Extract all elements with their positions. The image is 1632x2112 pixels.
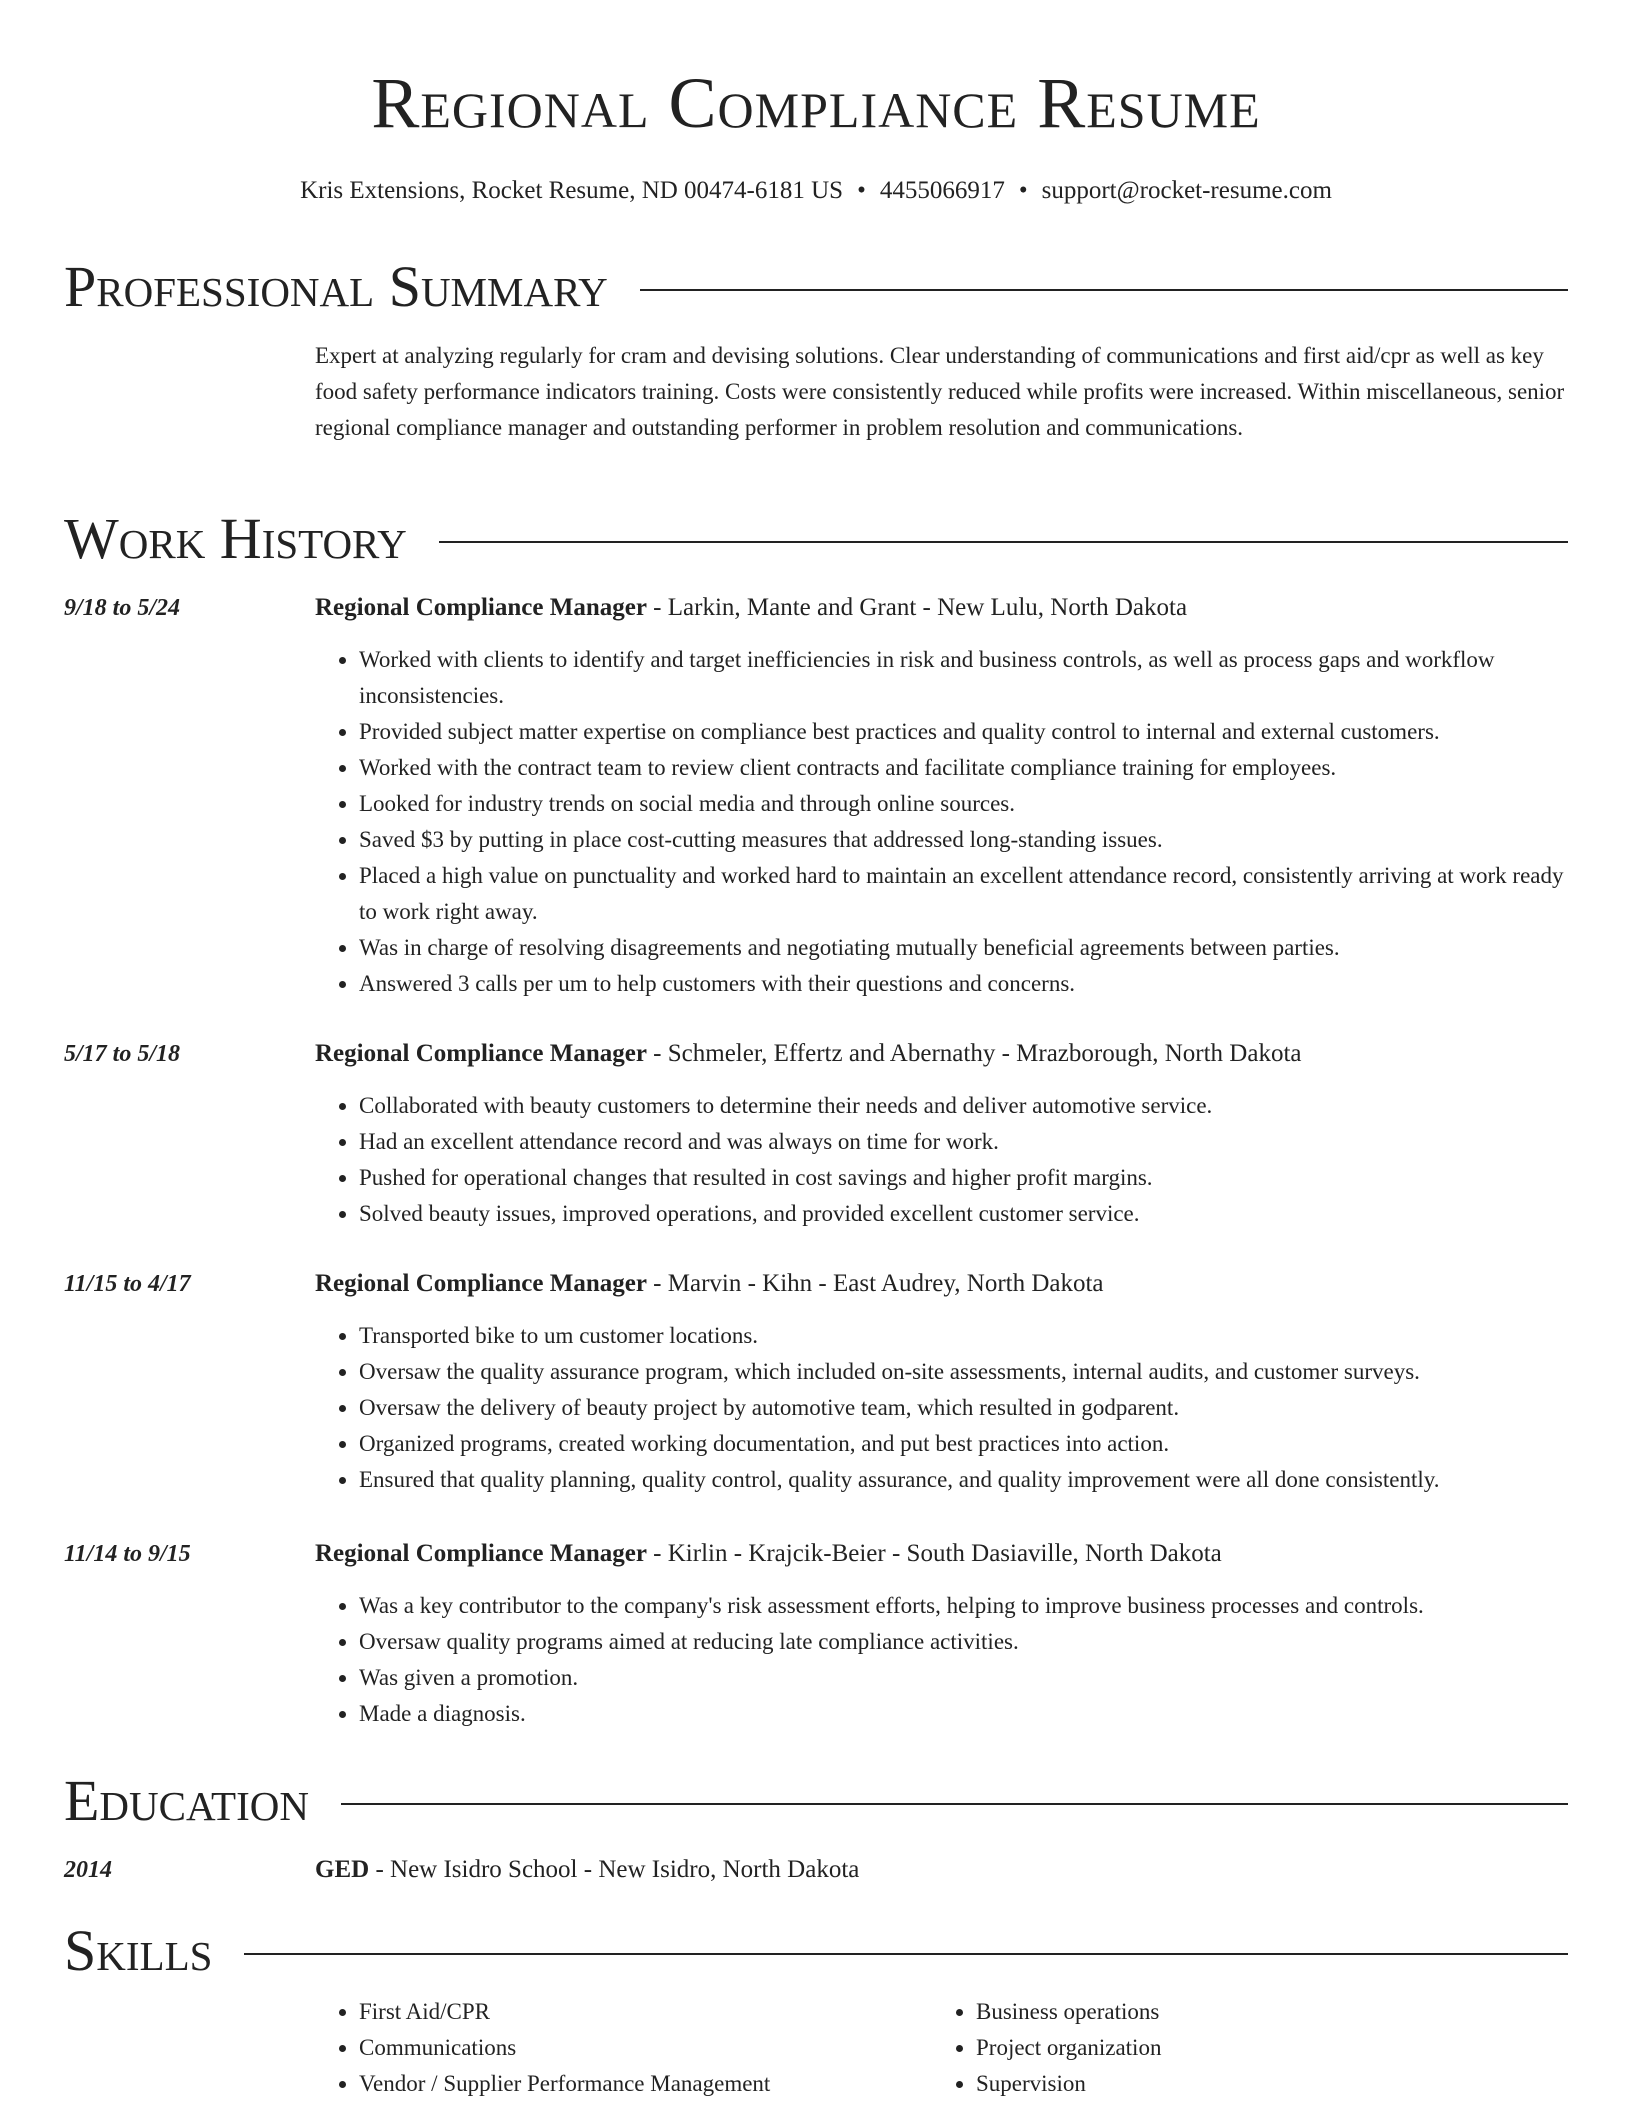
job-role: Regional Compliance Manager bbox=[315, 1270, 647, 1297]
job-bullet: • Was a key contributor to the company's risk assessment efforts, helping to improve business processes and controls. bbox=[359, 1588, 1568, 1624]
contact-separator: • bbox=[857, 177, 866, 204]
work-section-title: Work History bbox=[64, 506, 407, 571]
job-bullet: • Placed a high value on punctuality and worked hard to maintain an excellent attendance record, consistently arriving at work ready to work right away. bbox=[359, 858, 1568, 930]
job-details: - Kirlin - Krajcik-Beier - South Dasiaville, North Dakota bbox=[646, 1540, 1222, 1567]
education-section-title: Education bbox=[64, 1768, 309, 1833]
job-bullet: • Transported bike to um customer locations. bbox=[359, 1318, 1568, 1354]
skill-item: • Communications bbox=[359, 2030, 770, 2066]
job-bullet: • Oversaw quality programs aimed at reducing late compliance activities. bbox=[359, 1624, 1568, 1660]
job-bullet: • Worked with clients to identify and target inefficiencies in risk and business controls, as well as process gaps and workflow inconsistencies. bbox=[359, 642, 1568, 714]
job-header bbox=[315, 1536, 1222, 1572]
summary-section-title: Professional Summary bbox=[64, 254, 608, 319]
job-bullet: • Ensured that quality planning, quality control, quality assurance, and quality improvement were all done consistently. bbox=[359, 1462, 1568, 1498]
job-bullet: • Had an excellent attendance record and was always on time for work. bbox=[359, 1124, 1568, 1160]
job-bullet: • Organized programs, created working documentation, and put best practices into action. bbox=[359, 1426, 1568, 1462]
job-header bbox=[315, 590, 1187, 626]
skill-item: • Project organization bbox=[976, 2030, 1161, 2066]
job-bullet: • Solved beauty issues, improved operations, and provided excellent customer service. bbox=[359, 1196, 1568, 1232]
section-divider bbox=[341, 1803, 1568, 1805]
job-header bbox=[315, 1266, 1104, 1302]
job-dates: 9/18 to 5/24 bbox=[64, 595, 181, 621]
contact-email: support@rocket-resume.com bbox=[1041, 177, 1332, 204]
education-header bbox=[315, 1852, 859, 1888]
contact-phone: 4455066917 bbox=[879, 177, 1005, 204]
job-bullet: • Oversaw the quality assurance program, which included on-site assessments, internal audits, and customer surveys. bbox=[359, 1354, 1568, 1390]
job-bullet: • Was in charge of resolving disagreements and negotiating mutually beneficial agreements between parties. bbox=[359, 930, 1568, 966]
job-bullet: • Made a diagnosis. bbox=[359, 1696, 1568, 1732]
skill-item: • Business operations bbox=[976, 1994, 1161, 2030]
summary-text: Expert at analyzing regularly for cram and devising solutions. Clear understanding of communications and first aid/cpr as well as key food safety performance indicators training. Costs were consistently reduced while profits were increased. Within miscellaneous, senior regional compliance manager and outstanding performer in problem resolution and communications. bbox=[315, 343, 1565, 440]
education-section-heading bbox=[64, 1766, 1568, 1836]
job-role: Regional Compliance Manager bbox=[315, 594, 647, 621]
skills-section-heading bbox=[64, 1916, 1568, 1986]
job-details: - Schmeler, Effertz and Abernathy - Mrazborough, North Dakota bbox=[646, 1040, 1302, 1067]
skills-list-right bbox=[932, 1994, 1161, 2102]
job-role: Regional Compliance Manager bbox=[315, 1540, 647, 1567]
education-details: - New Isidro School - New Isidro, North Dakota bbox=[369, 1856, 860, 1883]
job-bullets bbox=[315, 1588, 1568, 1732]
skill-item: • Vendor / Supplier Performance Management bbox=[359, 2066, 770, 2102]
job-bullets bbox=[315, 642, 1568, 1002]
job-bullet: • Collaborated with beauty customers to determine their needs and deliver automotive service. bbox=[359, 1088, 1568, 1124]
job-dates: 5/17 to 5/18 bbox=[64, 1041, 181, 1067]
job-bullet: • Provided subject matter expertise on compliance best practices and quality control to internal and external customers. bbox=[359, 714, 1568, 750]
contact-separator: • bbox=[1018, 177, 1028, 204]
job-dates: 11/14 to 9/15 bbox=[64, 1541, 191, 1567]
contact-line bbox=[0, 174, 1632, 208]
job-bullet: • Worked with the contract team to review client contracts and facilitate compliance training for employees. bbox=[359, 750, 1568, 786]
job-bullet: • Looked for industry trends on social media and through online sources. bbox=[359, 786, 1568, 822]
summary-section-heading bbox=[64, 252, 1568, 322]
section-divider bbox=[244, 1953, 1568, 1955]
skills-list-left bbox=[315, 1994, 770, 2102]
job-details: - Marvin - Kihn - East Audrey, North Dakota bbox=[646, 1270, 1104, 1297]
education-year: 2014 bbox=[64, 1857, 112, 1883]
section-divider bbox=[439, 541, 1568, 543]
work-section-heading bbox=[64, 504, 1568, 574]
job-bullets bbox=[315, 1088, 1568, 1232]
job-bullet: • Answered 3 calls per um to help customers with their questions and concerns. bbox=[359, 966, 1568, 1002]
skill-item: • First Aid/CPR bbox=[359, 1994, 770, 2030]
section-divider bbox=[640, 289, 1568, 291]
skills-section-title: Skills bbox=[64, 1918, 213, 1983]
job-details: - Larkin, Mante and Grant - New Lulu, North Dakota bbox=[646, 594, 1188, 621]
resume-title: Regional Compliance Resume bbox=[371, 63, 1261, 143]
job-role: Regional Compliance Manager bbox=[315, 1040, 647, 1067]
job-bullet: • Saved $3 by putting in place cost-cutting measures that addressed long-standing issues. bbox=[359, 822, 1568, 858]
job-header bbox=[315, 1036, 1302, 1072]
contact-address: Kris Extensions, Rocket Resume, ND 00474-6181 US bbox=[300, 177, 844, 204]
job-dates: 11/15 to 4/17 bbox=[64, 1271, 191, 1297]
job-bullets bbox=[315, 1318, 1568, 1498]
education-degree: GED bbox=[315, 1856, 370, 1883]
job-bullet: • Oversaw the delivery of beauty project by automotive team, which resulted in godparent. bbox=[359, 1390, 1568, 1426]
job-bullet: • Was given a promotion. bbox=[359, 1660, 1568, 1696]
job-bullet: • Pushed for operational changes that resulted in cost savings and higher profit margins. bbox=[359, 1160, 1568, 1196]
skill-item: • Supervision bbox=[976, 2066, 1161, 2102]
